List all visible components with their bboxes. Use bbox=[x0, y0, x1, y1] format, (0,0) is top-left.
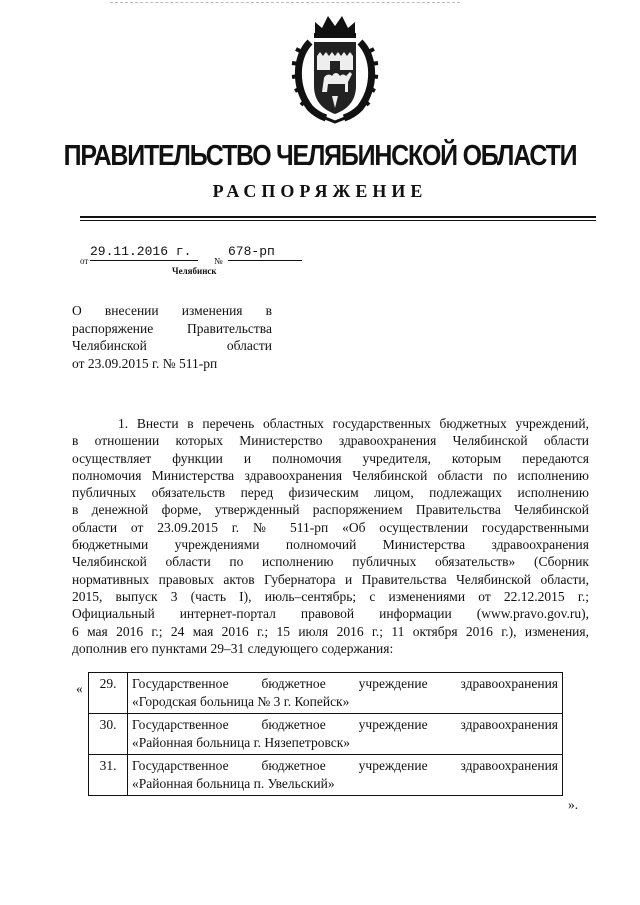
row-text bbox=[128, 755, 563, 796]
institutions-table bbox=[88, 672, 563, 796]
body-line: Челябинской области по исполнению публичных обязательств» (Сборник bbox=[72, 554, 589, 570]
row-number: 30. bbox=[89, 714, 128, 755]
subject-line: Челябинской области bbox=[72, 338, 272, 354]
subject-line: от 23.09.2015 г. № 511-рп bbox=[72, 355, 218, 371]
row-text-line: «Районная больница г. Нязепетровск» bbox=[132, 734, 351, 750]
row-text-line: «Районная больница п. Увельский» bbox=[132, 775, 335, 791]
city-name: Челябинск bbox=[172, 266, 217, 276]
document-type: РАСПОРЯЖЕНИЕ bbox=[212, 181, 428, 201]
row-text bbox=[128, 673, 563, 714]
subject-line: распоряжение Правительства bbox=[72, 320, 272, 336]
document-subject bbox=[72, 302, 272, 372]
table-row bbox=[89, 714, 563, 755]
header-divider bbox=[80, 216, 596, 218]
row-text bbox=[128, 714, 563, 755]
subject-line: О внесении изменения в bbox=[72, 303, 272, 318]
body-paragraph bbox=[72, 415, 589, 657]
body-line: осуществляет функции и полномочия учредителя, которым передаются bbox=[72, 450, 589, 466]
row-text-line: «Городская больница № 3 г. Копейск» bbox=[132, 693, 350, 709]
body-line: дополнив его пунктами 29–31 следующего содержания: bbox=[72, 640, 394, 656]
government-title: ПРАВИТЕЛЬСТВО ЧЕЛЯБИНСКОЙ ОБЛАСТИ bbox=[63, 140, 577, 172]
chelyabinsk-coat-of-arms-icon bbox=[290, 12, 380, 124]
body-line: Официальный интернет-портал правовой информации (www.pravo.gov.ru), bbox=[72, 606, 589, 622]
document-number: 678-рп bbox=[228, 244, 302, 261]
body-line: в отношении которых Министерство здравоохранения Челябинской области bbox=[72, 433, 589, 449]
body-line: области от 23.09.2015 г. № 511-рп «Об осуществлении государственными bbox=[72, 519, 589, 535]
row-number: 29. bbox=[89, 673, 128, 714]
body-line: 6 мая 2016 г.; 24 мая 2016 г.; 15 июля 2016 г.; 11 октября 2016 г.), изменения, bbox=[72, 623, 589, 639]
header-divider-thin bbox=[80, 220, 596, 221]
body-line: нормативных правовых актов Губернатора и Правительства Челябинской области, bbox=[72, 571, 589, 587]
body-line: публичных обязательств перед физическим лицом, подлежащих исполнению bbox=[72, 485, 589, 501]
table-row bbox=[89, 755, 563, 796]
row-number: 31. bbox=[89, 755, 128, 796]
body-line: 2015, выпуск 3 (часть I), июль–сентябрь; с изменениями от 22.12.2015 г.; bbox=[72, 588, 589, 604]
body-line: 1. Внести в перечень областных государственных бюджетных учреждений, bbox=[118, 416, 589, 431]
body-line: в денежной форме, утвержденный распоряжением Правительства Челябинской bbox=[72, 502, 589, 518]
date-prefix: от bbox=[80, 256, 89, 266]
body-line: полномочия Министерства здравоохранения Челябинской области по исполнению bbox=[72, 467, 589, 483]
table-row bbox=[89, 673, 563, 714]
number-prefix: № bbox=[214, 256, 223, 266]
row-text-line: Государственное бюджетное учреждение здравоохранения bbox=[132, 717, 558, 732]
opening-quote: « bbox=[76, 681, 83, 696]
closing-quote: ». bbox=[568, 797, 579, 812]
row-text-line: Государственное бюджетное учреждение здравоохранения bbox=[132, 758, 558, 773]
row-text-line: Государственное бюджетное учреждение здравоохранения bbox=[132, 676, 558, 691]
body-line: бюджетными учреждениями полномочий Министерства здравоохранения bbox=[72, 537, 589, 553]
document-date: 29.11.2016 г. bbox=[90, 244, 198, 261]
scan-artifact bbox=[110, 2, 460, 7]
